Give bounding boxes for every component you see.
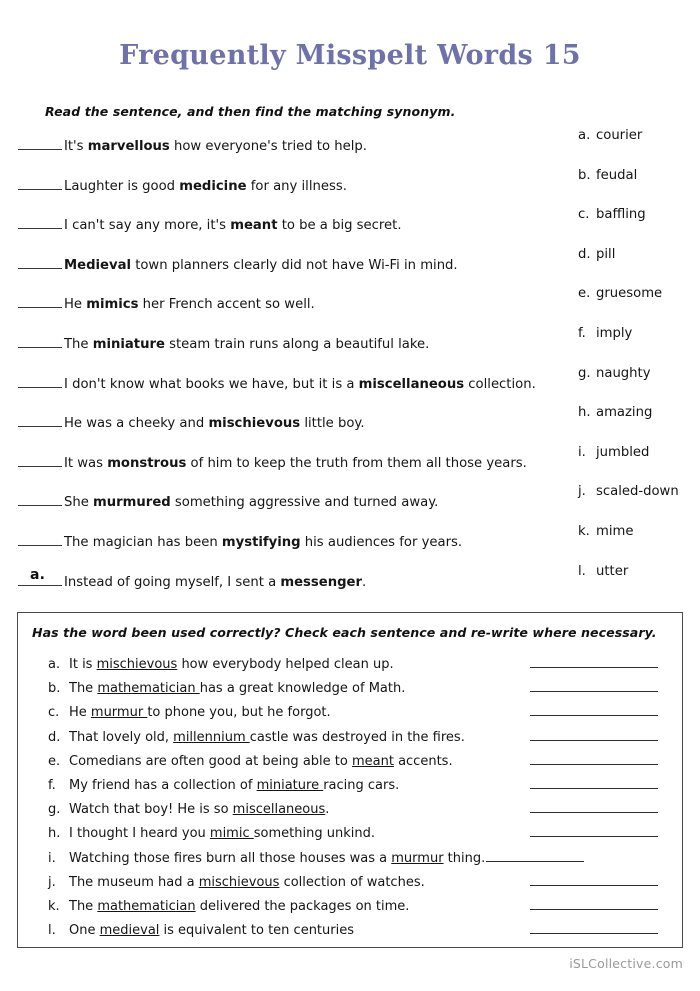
option-word: scaled-down	[596, 484, 679, 500]
check-letter: j.	[48, 874, 56, 890]
sentence-text-after: something aggressive and turned away.	[170, 495, 439, 511]
target-word: murmured	[93, 495, 171, 511]
sentence-text-after: town planners clearly did not have Wi-Fi in mind.	[131, 257, 458, 273]
check-sentence	[69, 705, 331, 720]
sentence-text-after: .	[361, 574, 367, 590]
check-sentence	[69, 923, 354, 938]
option-word: feudal	[596, 167, 638, 183]
option-letter: a.	[578, 128, 591, 143]
sentence-text-after: little boy.	[300, 416, 365, 432]
sentence-text-after: delivered the packages on time.	[195, 898, 410, 914]
sentence-text-after: steam train runs along a beautiful lake.	[164, 336, 430, 352]
rewrite-answer-line[interactable]	[530, 752, 658, 765]
watermark: iSLCollective.com	[569, 956, 683, 971]
option-word: utter	[596, 563, 629, 579]
check-row	[48, 921, 678, 945]
match-sentence	[64, 496, 438, 511]
sentence-text-after: to be a big secret.	[277, 218, 402, 234]
target-word: meant	[230, 218, 278, 234]
check-sentence	[69, 802, 329, 817]
sentence-text-after: her French accent so well.	[138, 297, 315, 313]
option-word: imply	[596, 325, 633, 341]
check-row	[48, 873, 678, 897]
sentence-text-before: I can't say any more, it's	[64, 218, 231, 234]
match-row	[18, 334, 563, 374]
sentence-text-before: One	[69, 923, 100, 939]
rewrite-answer-line[interactable]	[530, 824, 658, 837]
check-sentence	[69, 730, 465, 745]
option-word: pill	[596, 246, 616, 262]
option-word: baffling	[596, 207, 646, 223]
target-word: Medieval	[64, 257, 131, 273]
match-answer-blank[interactable]	[18, 532, 62, 546]
rewrite-answer-line[interactable]	[530, 921, 658, 934]
underlined-word: mimic	[209, 826, 254, 842]
sentence-text-after: for any illness.	[246, 178, 347, 194]
exercise1-sentence-list	[18, 136, 563, 611]
match-answer-blank[interactable]	[18, 215, 62, 229]
match-answer-blank[interactable]	[18, 567, 62, 586]
check-row	[48, 655, 678, 679]
option-item[interactable]	[578, 326, 698, 366]
option-item[interactable]	[578, 445, 698, 485]
rewrite-answer-line[interactable]	[530, 703, 658, 716]
sentence-text-after: accents.	[393, 753, 453, 769]
sentence-text-before: It's	[64, 139, 88, 154]
option-word: courier	[596, 128, 643, 143]
sentence-text-after: of him to keep the truth from them all those years.	[186, 455, 527, 471]
rewrite-answer-line[interactable]	[530, 728, 658, 741]
option-letter: h.	[578, 405, 591, 421]
match-answer-blank[interactable]	[18, 374, 62, 388]
match-sentence	[64, 536, 462, 551]
sentence-text-after: racing cars.	[323, 777, 400, 793]
check-letter: g.	[48, 802, 61, 818]
check-row	[48, 703, 678, 727]
underlined-word: millennium	[173, 729, 250, 745]
target-word: mischievous	[208, 416, 301, 432]
match-answer-blank[interactable]	[18, 334, 62, 348]
sentence-text-before: He	[64, 297, 87, 313]
match-answer-blank[interactable]	[18, 136, 62, 150]
match-row	[18, 453, 563, 493]
sentence-text-before: The	[69, 898, 98, 914]
option-word: gruesome	[596, 286, 663, 302]
check-row	[48, 849, 678, 873]
match-sentence	[64, 180, 347, 195]
exercise1-instruction: Read the sentence, and then find the matching synonym.	[45, 104, 456, 119]
check-sentence	[69, 851, 485, 866]
option-item[interactable]	[578, 207, 698, 247]
check-row	[48, 776, 678, 800]
sentence-text-before: The	[64, 336, 93, 352]
sentence-text-after: thing.	[443, 850, 486, 866]
check-sentence	[69, 657, 394, 672]
sentence-text-before: Laughter is good	[64, 178, 180, 194]
match-row	[18, 532, 563, 572]
option-letter: g.	[578, 365, 591, 381]
underlined-word: murmur	[90, 705, 148, 721]
match-sentence	[64, 259, 458, 274]
match-sentence	[64, 417, 365, 432]
option-letter: e.	[578, 286, 591, 302]
rewrite-answer-line[interactable]	[530, 800, 658, 813]
underlined-word: meant	[351, 753, 394, 769]
match-sentence	[64, 457, 527, 472]
sentence-text-after: collection of watches.	[279, 874, 425, 890]
match-sentence	[64, 298, 315, 313]
option-letter: c.	[578, 207, 590, 223]
underlined-word: miniature	[256, 777, 324, 793]
option-word: jumbled	[596, 444, 650, 460]
sentence-text-before: I don't know what books we have, but it is a	[64, 376, 359, 392]
sentence-text-after: to phone you, but he forgot.	[147, 705, 331, 721]
underlined-word: mischievous	[198, 874, 280, 890]
match-row	[18, 374, 563, 414]
check-sentence	[69, 826, 375, 841]
underlined-word: mischievous	[96, 657, 178, 672]
check-sentence	[69, 754, 453, 769]
rewrite-answer-line[interactable]	[530, 873, 658, 886]
match-sentence	[64, 338, 429, 353]
check-sentence	[69, 899, 409, 914]
option-item[interactable]	[578, 366, 698, 406]
option-item[interactable]	[578, 286, 698, 326]
sentence-text-after: castle was destroyed in the fires.	[249, 729, 465, 745]
option-letter: j.	[578, 484, 586, 500]
match-row	[18, 176, 563, 216]
sentence-text-before: Watching those fires burn all those houses was a	[69, 850, 392, 866]
option-item[interactable]	[578, 484, 698, 524]
underlined-word: murmur	[391, 850, 444, 866]
target-word: miscellaneous	[358, 376, 465, 392]
check-letter: e.	[48, 753, 61, 769]
check-row	[48, 752, 678, 776]
check-row	[48, 824, 678, 848]
target-word: mimics	[86, 297, 139, 313]
option-item[interactable]	[578, 405, 698, 445]
match-answer-blank[interactable]	[18, 176, 62, 190]
underlined-word: mathematician	[97, 681, 200, 697]
check-letter: l.	[48, 923, 56, 939]
sentence-text-before: He	[69, 705, 91, 721]
match-row	[18, 215, 563, 255]
underlined-word: medieval	[99, 923, 160, 939]
check-letter: f.	[48, 777, 56, 793]
check-sentence	[69, 681, 405, 696]
match-answer-blank[interactable]	[18, 294, 62, 308]
sentence-text-after: how everyone's tried to help.	[169, 139, 367, 154]
match-row	[18, 294, 563, 334]
option-item[interactable]	[578, 168, 698, 208]
rewrite-answer-line[interactable]	[530, 655, 658, 668]
sentence-text-before: He was a cheeky and	[64, 416, 209, 432]
sentence-text-before: The magician has been	[64, 534, 222, 550]
option-letter: f.	[578, 325, 586, 341]
check-sentence	[69, 778, 399, 793]
match-sentence	[64, 140, 367, 155]
option-letter: k.	[578, 523, 590, 539]
match-sentence	[64, 576, 366, 591]
sentence-text-before: That lovely old,	[69, 729, 174, 745]
option-item[interactable]	[578, 128, 698, 168]
underlined-word: miscellaneous	[232, 802, 326, 818]
match-sentence	[64, 378, 536, 393]
check-sentence	[69, 875, 425, 890]
sentence-text-after: something unkind.	[253, 826, 375, 842]
page-title: Frequently Misspelt Words 15	[119, 40, 581, 71]
sentence-text-before: Watch that boy! He is so	[69, 802, 233, 818]
match-row	[18, 413, 563, 453]
sentence-text-before: It was	[64, 455, 108, 471]
sentence-text-after: is equivalent to ten centuries	[159, 923, 354, 939]
exercise2-sentence-list	[48, 655, 678, 945]
check-letter: d.	[48, 729, 61, 745]
sentence-text-before: I thought I heard you	[69, 826, 210, 842]
match-answer-value: a.	[30, 567, 46, 584]
target-word: miniature	[92, 336, 165, 352]
sentence-text-before: It is	[69, 657, 97, 672]
option-letter: b.	[578, 167, 591, 183]
match-row	[18, 492, 563, 532]
sentence-text-after: .	[325, 802, 330, 818]
sentence-text-before: Comedians are often good at being able to	[69, 753, 352, 769]
check-letter: k.	[48, 898, 60, 914]
option-item[interactable]	[578, 564, 698, 604]
sentence-text-before: The museum had a	[69, 874, 199, 890]
option-word: amazing	[596, 405, 653, 421]
rewrite-answer-line[interactable]	[530, 897, 658, 910]
target-word: mystifying	[221, 534, 301, 550]
match-sentence	[64, 219, 402, 234]
option-word: naughty	[596, 365, 651, 381]
option-letter: i.	[578, 444, 586, 460]
match-row	[18, 136, 563, 176]
underlined-word: mathematician	[97, 898, 196, 914]
check-letter: h.	[48, 826, 61, 842]
match-answer-blank[interactable]	[18, 453, 62, 467]
rewrite-answer-line[interactable]	[486, 849, 584, 862]
target-word: monstrous	[107, 455, 187, 471]
option-item[interactable]	[578, 524, 698, 564]
rewrite-answer-line[interactable]	[530, 679, 658, 692]
check-row	[48, 800, 678, 824]
check-letter: a.	[48, 657, 61, 672]
check-letter: b.	[48, 681, 61, 697]
sentence-text-before: The	[69, 681, 98, 697]
match-answer-blank[interactable]	[18, 413, 62, 427]
sentence-text-before: Instead of going myself, I sent a	[64, 574, 281, 590]
check-row	[48, 897, 678, 921]
sentence-text-after: collection.	[464, 376, 536, 392]
rewrite-answer-line[interactable]	[530, 776, 658, 789]
check-row	[48, 728, 678, 752]
exercise2-box	[17, 612, 683, 948]
target-word: messenger	[280, 574, 362, 590]
option-letter: l.	[578, 563, 586, 579]
sentence-text-before: She	[64, 495, 94, 511]
match-row	[18, 567, 563, 612]
match-answer-blank[interactable]	[18, 255, 62, 269]
sentence-text-after: has a great knowledge of Math.	[199, 681, 406, 697]
exercise2-instruction: Has the word been used correctly? Check each sentence and re-write where necessary.	[32, 625, 657, 640]
check-row	[48, 679, 678, 703]
match-answer-blank[interactable]	[18, 492, 62, 506]
option-item[interactable]	[578, 247, 698, 287]
target-word: medicine	[179, 178, 247, 194]
match-row	[18, 255, 563, 295]
check-letter: c.	[48, 705, 60, 721]
sentence-text-after: his audiences for years.	[300, 534, 463, 550]
check-letter: i.	[48, 850, 56, 866]
option-word: mime	[596, 523, 634, 539]
exercise1-options-list	[578, 128, 698, 603]
sentence-text-after: how everybody helped clean up.	[177, 657, 394, 672]
option-letter: d.	[578, 246, 591, 262]
target-word: marvellous	[87, 139, 170, 154]
sentence-text-before: My friend has a collection of	[69, 777, 257, 793]
